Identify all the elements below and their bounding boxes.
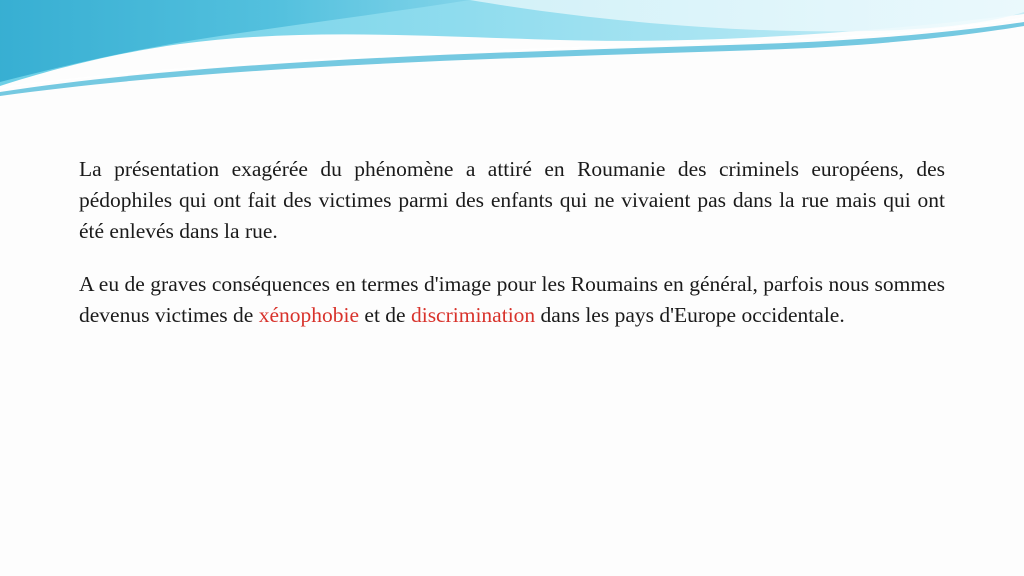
paragraph-1: La présentation exagérée du phénomène a attiré en Roumanie des criminels européens, des pédophiles qui ont fait des victimes parmi des enfants qui ne vivaient pas dans la rue mais qui ont été enlevés dans la rue. — [79, 157, 945, 243]
paragraph-2-text-end: dans les pays d'Europe occidentale. — [535, 303, 845, 327]
slide-body — [79, 154, 945, 353]
highlight-xenophobie: xénophobie — [258, 303, 360, 327]
paragraph-2-text-start: A eu de graves conséquences en termes d'image pour les Roumains en général, parfois nous sommes devenus victimes de — [79, 272, 945, 327]
paragraph-2-text-middle: et de — [359, 303, 411, 327]
highlight-discrimination: discrimination — [410, 303, 536, 327]
header-wave-decoration — [0, 0, 1024, 110]
paragraph-2 — [79, 269, 945, 331]
